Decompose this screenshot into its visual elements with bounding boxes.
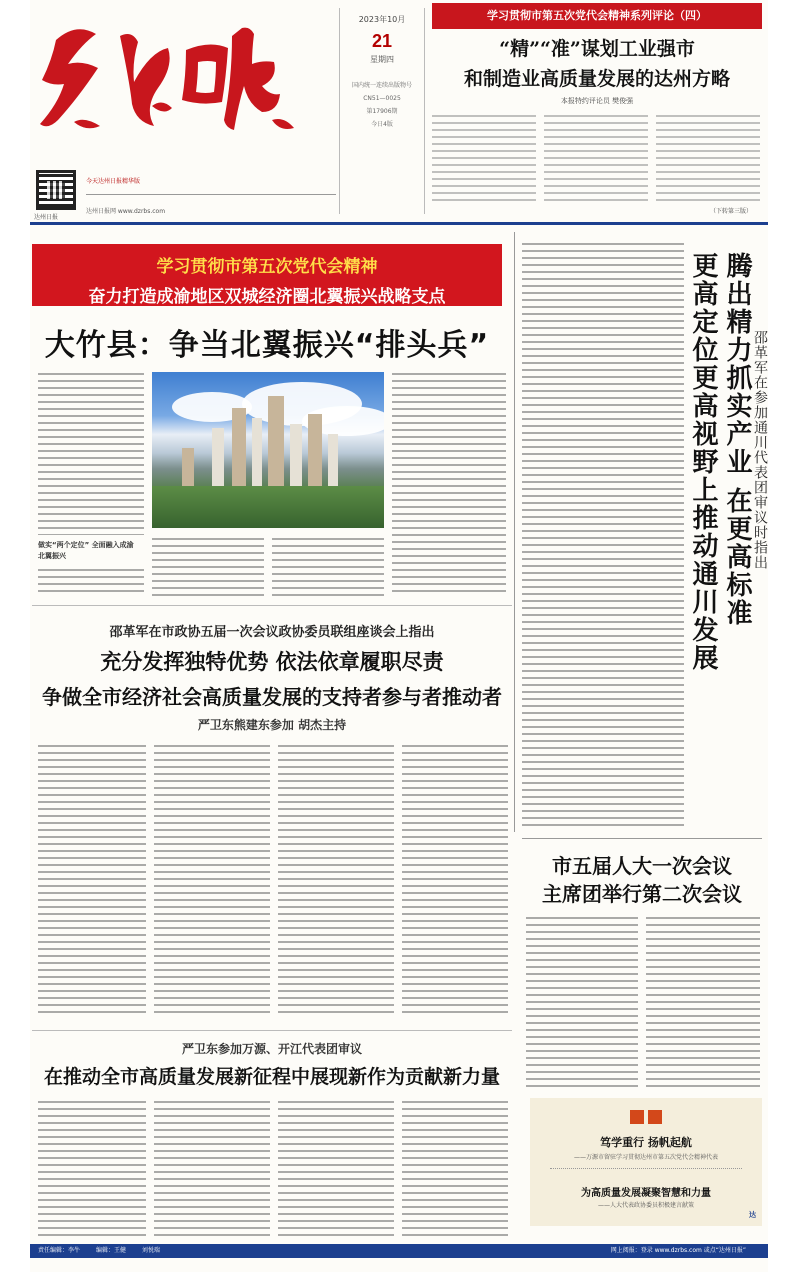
masthead-note: 今天达州日报精华版 <box>86 178 141 185</box>
third-story-headline[interactable]: 在推动全市高质量发展新征程中展现新作为贡献新力量 <box>43 1066 500 1088</box>
promo-title1: 笃学重行 扬帆起航 <box>600 1136 692 1149</box>
section-rule <box>32 1030 512 1031</box>
date-box <box>339 8 425 214</box>
top-story-body-col <box>544 112 648 204</box>
second-story-body-col <box>154 742 270 1017</box>
city-photo[interactable] <box>152 372 384 528</box>
lead-body-col <box>38 566 144 596</box>
promo-separator <box>550 1168 742 1169</box>
promo-sub1: ——万源市留驻学习贯彻达州市第五次党代会精神代表 <box>573 1154 718 1161</box>
top-story-body-col <box>656 112 760 202</box>
lead-subtitle: 做实“两个定位” 全面融入成渝北翼振兴 <box>38 541 134 560</box>
newspaper-logo <box>34 10 304 150</box>
date-year-month: 2023年10月 <box>358 15 406 24</box>
masthead <box>30 0 768 222</box>
lead-headline[interactable]: 大竹县：争当北翼振兴“排头兵” <box>44 328 490 363</box>
section-rule <box>32 605 512 606</box>
right-feature-headline-col2[interactable]: 更高定位更高视野上推动通川发展 <box>688 252 718 672</box>
third-story-body-col <box>38 1098 146 1238</box>
top-headline-line2: 和制造业高质量发展的达州方略 <box>463 68 730 90</box>
qr-code[interactable] <box>36 170 76 210</box>
promo-logo: 达 <box>749 1211 756 1219</box>
second-story-headline-line1[interactable]: 充分发挥独特优势 依法依章履职尽责 <box>100 650 444 674</box>
footer-item: 责任编辑：李牛 <box>38 1247 81 1254</box>
promo-badge-icon <box>630 1110 644 1124</box>
right-lower-headline-line2[interactable]: 主席团举行第二次会议 <box>542 882 742 906</box>
right-feature-body <box>522 240 684 830</box>
promo-sub2: ——人大代表政协委员积极建言献策 <box>597 1202 694 1209</box>
issue-info <box>340 79 424 131</box>
lead-banner-line2: 奋力打造成渝地区双城经济圈北翼振兴战略支点 <box>88 287 446 307</box>
top-story-headline[interactable] <box>432 34 762 94</box>
third-story-body-col <box>278 1098 394 1238</box>
issue-info-line: 今日4版 <box>371 121 393 128</box>
footer-item: 刘悦瑞 <box>141 1247 160 1254</box>
lead-body-col <box>272 535 384 597</box>
masthead-rule <box>30 222 768 225</box>
footer-item: 编辑：王健 <box>95 1247 126 1254</box>
promo-box[interactable] <box>530 1098 762 1226</box>
lead-banner <box>32 244 502 306</box>
issue-info-line: 第17906期 <box>366 108 398 115</box>
promo-title2: 为高质量发展凝聚智慧和力量 <box>581 1188 711 1199</box>
issue-info-line: 国内统一连续出版物号 <box>351 82 412 89</box>
qr-label: 达州日报 <box>34 214 59 221</box>
footer-bar <box>30 1244 768 1258</box>
lead-body-col <box>392 370 506 597</box>
date-day: 21 <box>371 31 393 51</box>
lead-body-col <box>38 370 144 535</box>
second-story-kicker: 邵革军在市政协五届一次会议政协委员联组座谈会上指出 <box>109 625 435 640</box>
newspaper-page <box>30 0 768 1272</box>
second-story-body-col <box>278 742 394 1017</box>
third-story-body-col <box>402 1098 508 1238</box>
right-feature-headline-col1[interactable]: 腾出精力抓实产业 在更高标准 <box>722 252 752 628</box>
column-rule <box>514 232 515 832</box>
series-label-bar: 学习贯彻市第五次党代会精神系列评论（四） <box>432 3 762 29</box>
third-story-kicker: 严卫东参加万源、开江代表团审议 <box>181 1042 362 1056</box>
right-lower-body-col <box>526 914 638 1090</box>
continue-note: （下转第三版） <box>710 208 753 215</box>
section-rule <box>522 838 762 839</box>
top-story-body-col <box>432 112 536 204</box>
top-story-byline: 本报特约评论员 樊俊强 <box>560 97 634 105</box>
third-story-body-col <box>154 1098 270 1238</box>
second-story-byline: 严卫东熊建东参加 胡杰主持 <box>197 718 347 732</box>
lead-body-col <box>152 535 264 597</box>
lead-banner-line1: 学习贯彻市第五次党代会精神 <box>156 257 378 277</box>
promo-badge-icon <box>648 1110 662 1124</box>
top-headline-line1: “精”“准”谋划工业强市 <box>499 38 695 60</box>
issue-info-line: CN51—0025 <box>363 95 401 102</box>
second-story-body-col <box>38 742 146 1017</box>
second-story-headline-line2[interactable]: 争做全市经济社会高质量发展的支持者参与者推动者 <box>42 685 502 709</box>
right-lower-headline-line1[interactable]: 市五届人大一次会议 <box>552 854 732 878</box>
second-story-body-col <box>402 742 508 1017</box>
date-weekday: 星期四 <box>370 55 394 64</box>
footer-website[interactable]: 网上阅报：登录 www.dzrbs.com 或点“达州日报” <box>610 1247 746 1254</box>
right-feature-kicker: 邵革军在参加通川代表团审议时指出 <box>752 330 768 570</box>
masthead-website[interactable]: 达州日报网 www.dzrbs.com <box>86 208 166 215</box>
masthead-divider <box>86 194 336 198</box>
right-lower-body-col <box>646 914 760 1090</box>
